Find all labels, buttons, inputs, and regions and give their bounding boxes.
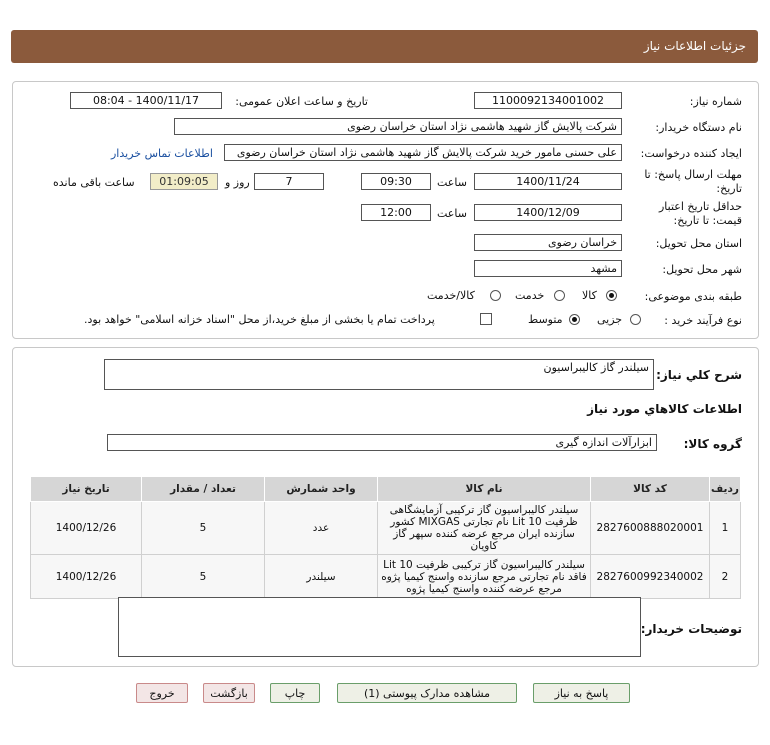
province-field: خراسان رضوی bbox=[474, 234, 622, 251]
cell-row: 2 bbox=[710, 555, 741, 599]
need-description-field: سیلندر گاز کالیبراسیون bbox=[104, 359, 654, 390]
cell-unit: سیلندر bbox=[265, 555, 378, 599]
process-radio-partial[interactable] bbox=[630, 314, 641, 325]
remaining-time-field: 01:09:05 bbox=[150, 173, 218, 190]
reply-deadline-text: مهلت ارسال پاسخ: تا تاریخ: bbox=[644, 168, 742, 195]
goods-group-label: گروه کالا: bbox=[683, 437, 742, 451]
reply-time-field: 09:30 bbox=[361, 173, 431, 190]
buyer-notes-label: توضیحات خریدار: bbox=[640, 622, 742, 636]
buyer-notes-field bbox=[118, 597, 641, 657]
price-validity-label bbox=[642, 200, 742, 228]
cell-qty: 5 bbox=[142, 502, 265, 555]
cell-qty: 5 bbox=[142, 555, 265, 599]
category-option-service: خدمت bbox=[515, 289, 545, 302]
cell-date: 1400/12/26 bbox=[31, 555, 142, 599]
treasury-payment-checkbox[interactable] bbox=[480, 313, 492, 325]
validity-date-field: 1400/12/09 bbox=[474, 204, 622, 221]
announce-label: تاریخ و ساعت اعلان عمومی: bbox=[235, 95, 368, 108]
city-field: مشهد bbox=[474, 260, 622, 277]
process-option-partial: جزیی bbox=[597, 313, 623, 326]
days-field: 7 bbox=[254, 173, 324, 190]
cell-row: 1 bbox=[710, 502, 741, 555]
buyer-label: نام دستگاه خریدار: bbox=[655, 121, 742, 134]
cell-unit: عدد bbox=[265, 502, 378, 555]
goods-info-title: اطلاعات کالاهاي مورد نياز bbox=[587, 402, 742, 416]
need-description-label: شرح کلي نياز: bbox=[656, 368, 742, 382]
process-option-medium: متوسط bbox=[528, 313, 563, 326]
creator-label: ایجاد کننده درخواست: bbox=[640, 147, 742, 160]
category-radio-goods[interactable] bbox=[606, 290, 617, 301]
cell-name: سیلندر کالیبراسیون گاز ترکیبی ظرفیت Lit 10 فاقد نام تجارتی مرجع سازنده واسنج کیمیا پژوه مرجع عرضه کننده واسنج کیمیا پژوه bbox=[378, 555, 591, 599]
category-label: طبقه بندی موضوعی: bbox=[644, 290, 742, 303]
province-label: استان محل تحویل: bbox=[655, 237, 742, 250]
reply-date-field: 1400/11/24 bbox=[474, 173, 622, 190]
days-label: روز و bbox=[225, 176, 250, 189]
process-radio-medium[interactable] bbox=[569, 314, 580, 325]
col-code: کد کالا bbox=[591, 477, 710, 502]
cell-date: 1400/12/26 bbox=[31, 502, 142, 555]
city-label: شهر محل تحویل: bbox=[662, 263, 742, 276]
attachments-button[interactable]: مشاهده مدارک پیوستی (1) bbox=[337, 683, 517, 703]
col-date: تاریخ نیاز bbox=[31, 477, 142, 502]
cell-name: سیلندر کالیبراسیون گاز ترکیبی آزمایشگاهی ظرفیت Lit 10 نام تجارتی MIXGAS کشور سازنده ایران مرجع عرضه کننده سپهر گاز کاویان bbox=[378, 502, 591, 555]
print-button[interactable]: چاپ bbox=[270, 683, 320, 703]
validity-time-field: 12:00 bbox=[361, 204, 431, 221]
treasury-payment-note: پرداخت تمام یا بخشی از مبلغ خرید،از محل "اسناد خزانه اسلامی" خواهد بود. bbox=[84, 313, 435, 326]
back-button[interactable]: بازگشت bbox=[203, 683, 255, 703]
reply-button[interactable]: پاسخ به نیاز bbox=[533, 683, 630, 703]
col-unit: واحد شمارش bbox=[265, 477, 378, 502]
page-header bbox=[11, 30, 758, 63]
contact-buyer-link[interactable]: اطلاعات تماس خریدار bbox=[111, 147, 213, 160]
announce-field: 1400/11/17 - 08:04 bbox=[70, 92, 222, 109]
goods-group-field: ابزارآلات اندازه گیری bbox=[107, 434, 657, 451]
items-table bbox=[30, 476, 741, 599]
table-header-row bbox=[31, 477, 741, 502]
category-option-goods-service: کالا/خدمت bbox=[427, 289, 475, 302]
reply-time-label: ساعت bbox=[437, 176, 467, 189]
table-row bbox=[31, 555, 741, 599]
validity-time-label: ساعت bbox=[437, 207, 467, 220]
table-row bbox=[31, 502, 741, 555]
creator-field: علی حسنی مامور خرید شرکت پالایش گاز شهید هاشمی نژاد استان خراسان رضوی bbox=[224, 144, 622, 161]
category-option-goods: کالا bbox=[582, 289, 597, 302]
col-row: ردیف bbox=[710, 477, 741, 502]
buyer-field: شرکت پالایش گاز شهید هاشمی نژاد استان خراسان رضوی bbox=[174, 118, 622, 135]
reply-deadline-label bbox=[642, 168, 742, 196]
need-number-field: 1100092134001002 bbox=[474, 92, 622, 109]
page-title: جزئیات اطلاعات نیاز bbox=[643, 39, 746, 53]
remaining-label: ساعت باقی مانده bbox=[53, 176, 135, 189]
price-validity-text: حداقل تاریخ اعتبار قیمت: تا تاریخ: bbox=[658, 200, 742, 227]
need-number-label: شماره نیاز: bbox=[689, 95, 742, 108]
process-label: نوع فرآیند خرید : bbox=[664, 314, 742, 327]
cell-code: 2827600992340002 bbox=[591, 555, 710, 599]
col-qty: تعداد / مقدار bbox=[142, 477, 265, 502]
category-radio-service[interactable] bbox=[554, 290, 565, 301]
col-name: نام کالا bbox=[378, 477, 591, 502]
exit-button[interactable]: خروج bbox=[136, 683, 188, 703]
category-radio-goods-service[interactable] bbox=[490, 290, 501, 301]
cell-code: 2827600888020001 bbox=[591, 502, 710, 555]
